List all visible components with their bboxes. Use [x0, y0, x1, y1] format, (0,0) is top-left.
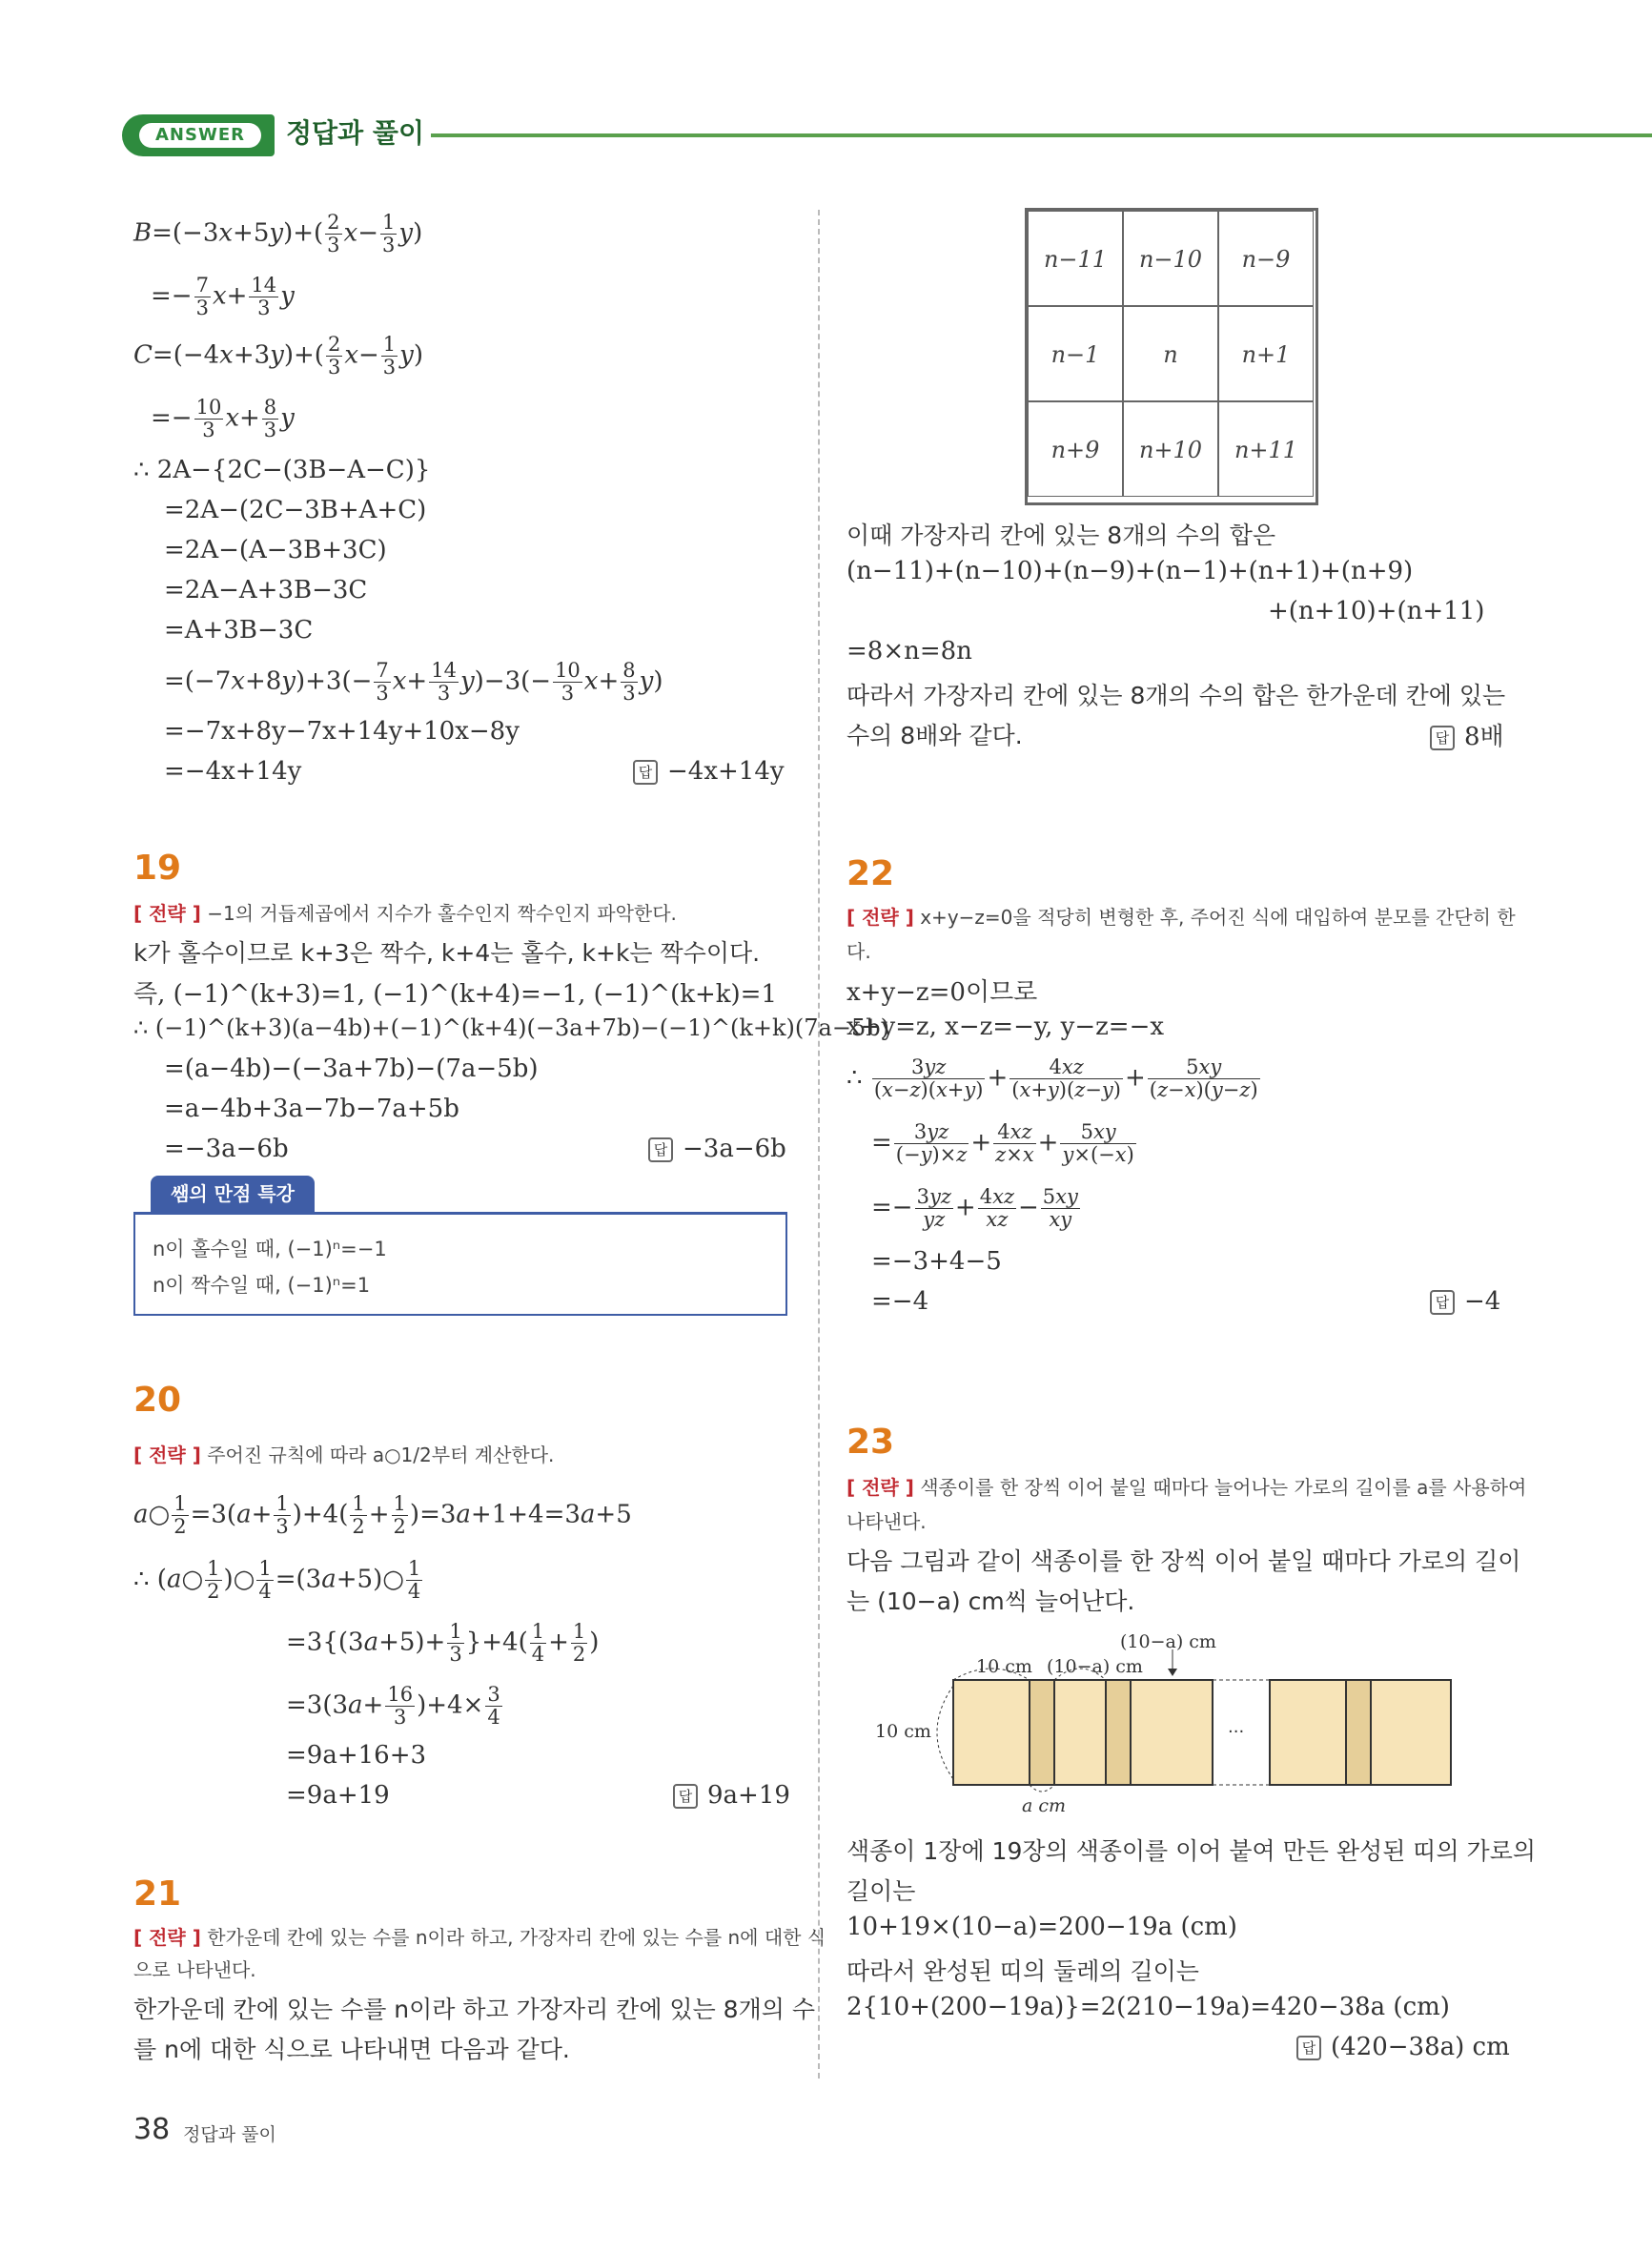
p18-answer — [633, 757, 785, 786]
header-rule — [431, 133, 1652, 137]
grid-cell: n−10 — [1123, 211, 1218, 306]
p20-number: 20 — [133, 1381, 182, 1420]
label-bottom: a cm — [1022, 1795, 1067, 1816]
grid-cell: n−9 — [1218, 211, 1314, 306]
p19-strategy-text: −1의 거듭제곱에서 지수가 홀수인지 짝수인지 파악한다. — [207, 902, 677, 925]
tip-box — [133, 1212, 787, 1316]
strategy-label: [ 전략 ] — [133, 902, 201, 925]
p23-strategy-2: 나타낸다. — [846, 1510, 927, 1533]
p23-strategy-text: 색종이를 한 장씩 이어 붙일 때마다 늘어나는 가로의 길이를 a를 사용하여 — [920, 1476, 1527, 1499]
paper-sheet — [1054, 1680, 1106, 1785]
p23-answer — [1296, 2033, 1510, 2061]
label-top: (10−a) cm — [1120, 1631, 1216, 1652]
p18-line-1: B=(−3x+5y)+( $\frac{2}{3}$ x− $\frac{1}{3}$ y) — [133, 211, 423, 256]
p21-line-2: 를 n에 대한 식으로 나타내면 다음과 같다. — [133, 2036, 570, 2063]
p18-line-10: =(−7x+8y)+3(− $\frac{7}{3}$ x+ $\frac{14}{3}$ y)−3(− $\frac{10}{3}$ x+ $\frac{8}{3}$ y) — [164, 659, 663, 705]
answer-icon: 답 — [673, 1784, 698, 1809]
p23-line-4: 길이는 — [846, 1877, 916, 1905]
answer-icon: 답 — [1430, 1290, 1455, 1315]
p21-answer-value: 8배 — [1464, 723, 1504, 751]
p18-line-2: =− $\frac{7}{3}$ x+ $\frac{14}{3}$ y — [151, 274, 295, 319]
strategy-label: [ 전략 ] — [133, 1926, 201, 1949]
p22-number: 22 — [846, 854, 895, 893]
p23-number: 23 — [846, 1423, 895, 1462]
p22-line-4: = $\frac{3yz}{(-y)\times z}$ + $\frac{4xz}{z\times x}$ + $\frac{5xy}{y\times(-x)}$ — [871, 1120, 1134, 1166]
p21-strategy-text: 한가운데 칸에 있는 수를 n이라 하고, 가장자리 칸에 있는 수를 n에 대한 식 — [207, 1926, 826, 1949]
p21-number: 21 — [133, 1874, 182, 1914]
p23-line-2: 는 (10−a) cm씩 늘어난다. — [846, 1587, 1135, 1615]
p21c-line-2: (n−11)+(n−10)+(n−9)+(n−1)+(n+1)+(n+9) — [846, 557, 1414, 585]
p23-answer-value: (420−38a) cm — [1331, 2033, 1510, 2061]
footer-label: 정답과 풀이 — [183, 2124, 276, 2145]
label-10a: (10−a) cm — [1047, 1656, 1143, 1677]
label-10cm: 10 cm — [976, 1656, 1032, 1677]
p18-line-5: ∴ 2A−{2C−(3B−A−C)} — [133, 456, 431, 484]
p19-strategy — [133, 898, 677, 926]
page-number: 38 — [133, 2113, 171, 2146]
p20-answer-value: 9a+19 — [707, 1781, 790, 1810]
p19-line-5: =a−4b+3a−7b−7a+5b — [164, 1095, 459, 1123]
p19-number: 19 — [133, 849, 182, 888]
p18-answer-value: −4x+14y — [667, 757, 785, 786]
paper-strip-figure — [858, 1621, 1468, 1821]
p18-line-7: =2A−(A−3B+3C) — [164, 536, 387, 564]
paper-overlap — [1106, 1680, 1131, 1785]
tip-line-1: n이 홀수일 때, (−1)ⁿ=−1 — [153, 1238, 387, 1260]
grid-cell: n+9 — [1028, 401, 1123, 497]
p22-strategy-1 — [846, 902, 1516, 930]
p22-line-3: ∴ $\frac{3yz}{(x-z)(x+y)}$ + $\frac{4xz}{(x+y)(z-y)}$ + $\frac{5xy}{(z-x)(y-z)}$ — [846, 1055, 1258, 1101]
p22-line-2: x+y=z, x−z=−y, y−z=−x — [846, 1013, 1165, 1041]
strategy-label: [ 전략 ] — [133, 1444, 201, 1466]
arc-side — [937, 1686, 953, 1779]
p20-line-4: =3(3a+ $\frac{16}{3}$ )+4× $\frac{3}{4}$ — [286, 1683, 500, 1729]
arc-overlap — [1030, 1785, 1054, 1792]
answer-icon: 답 — [648, 1137, 673, 1162]
p21-line-1: 한가운데 칸에 있는 수를 n이라 하고 가장자리 칸에 있는 8개의 수 — [133, 1996, 815, 2023]
paper-sheets — [953, 1680, 1451, 1785]
p22-line-7: =−4 — [871, 1287, 929, 1316]
p20-answer — [673, 1781, 790, 1810]
p22-strategy-2: 다. — [846, 940, 871, 963]
grid-cell: n+1 — [1218, 306, 1314, 401]
p20-strategy-text: 주어진 규칙에 따라 a○1/2부터 계산한다. — [207, 1444, 555, 1466]
p23-line-5: 10+19×(10−a)=200−19a (cm) — [846, 1913, 1237, 1941]
p19-line-2: 즉, (−1)^(k+3)=1, (−1)^(k+4)=−1, (−1)^(k+k)=1 — [133, 980, 777, 1009]
p23-strategy-1 — [846, 1472, 1526, 1500]
tip-title: 쌤의 만점 특강 — [151, 1176, 315, 1212]
p20-line-3: =3{(3a+5)+ $\frac{1}{3}$ }+4( $\frac{1}{4}$ + $\frac{1}{2}$ ) — [286, 1620, 600, 1666]
p18-line-3: C=(−4x+3y)+( $\frac{2}{3}$ x− $\frac{1}{3}$ y) — [133, 333, 424, 379]
p18-line-9: =A+3B−3C — [164, 616, 314, 645]
header-title: 정답과 풀이 — [286, 117, 424, 149]
p20-strategy — [133, 1440, 554, 1467]
p20-line-6: =9a+19 — [286, 1781, 390, 1810]
answer-icon: 답 — [1296, 2036, 1321, 2060]
number-grid — [1025, 208, 1318, 505]
p22-line-5: =− $\frac{3yz}{yz}$ + $\frac{4xz}{xz}$ − $\frac{5xy}{xy}$ — [871, 1185, 1078, 1231]
p18-line-11: =−7x+8y−7x+14y+10x−8y — [164, 717, 520, 746]
p19-answer — [648, 1135, 786, 1163]
paper-sheet — [1270, 1680, 1346, 1785]
strategy-label: [ 전략 ] — [846, 1476, 914, 1499]
p21c-line-3: +(n+10)+(n+11) — [1268, 597, 1485, 625]
p22-line-6: =−3+4−5 — [871, 1247, 1002, 1276]
grid-cell: n−1 — [1028, 306, 1123, 401]
paper-overlap — [1346, 1680, 1371, 1785]
paper-sheet — [953, 1680, 1030, 1785]
answer-badge — [122, 114, 275, 156]
p18-line-12: =−4x+14y — [164, 757, 302, 786]
p20-line-5: =9a+16+3 — [286, 1741, 427, 1770]
p18-line-8: =2A−A+3B−3C — [164, 576, 368, 604]
answer-icon: 답 — [633, 760, 658, 785]
p19-line-1: k가 홀수이므로 k+3은 짝수, k+4는 홀수, k+k는 짝수이다. — [133, 939, 761, 967]
p20-line-1: a○ $\frac{1}{2}$ =3(a+ $\frac{1}{3}$ )+4( $\frac{1}{2}$ + $\frac{1}{2}$ )=3a+1+4=3a+5 — [133, 1492, 632, 1538]
p22-answer-value: −4 — [1464, 1287, 1501, 1316]
paper-overlap — [1030, 1680, 1054, 1785]
p21-strategy-2: 으로 나타낸다. — [133, 1958, 256, 1981]
p19-line-3: ∴ (−1)^(k+3)(a−4b)+(−1)^(k+4)(−3a+7b)−(−1)^(k+k)(7a−5b) — [133, 1014, 889, 1041]
p21c-line-5: 따라서 가장자리 칸에 있는 8개의 수의 합은 한가운데 칸에 있는 — [846, 682, 1506, 709]
paper-sheet — [1371, 1680, 1451, 1785]
p22-line-1: x+y−z=0이므로 — [846, 978, 1038, 1007]
strategy-label: [ 전략 ] — [846, 906, 914, 929]
tip-line-2: n이 짝수일 때, (−1)ⁿ=1 — [153, 1274, 371, 1297]
grid-cell: n+11 — [1218, 401, 1314, 497]
p21-strategy-1 — [133, 1922, 826, 1950]
p23-line-7: 2{10+(200−19a)}=2(210−19a)=420−38a (cm) — [846, 1993, 1450, 2021]
p19-line-4: =(a−4b)−(−3a+7b)−(7a−5b) — [164, 1055, 539, 1083]
grid-cell: n+10 — [1123, 401, 1218, 497]
p23-line-6: 따라서 완성된 띠의 둘레의 길이는 — [846, 1957, 1199, 1985]
p19-answer-value: −3a−6b — [683, 1135, 786, 1163]
figure-ellipsis: ··· — [1228, 1722, 1245, 1742]
p20-line-2: ∴ (a○ $\frac{1}{2}$ )○ $\frac{1}{4}$ =(3a+5)○ $\frac{1}{4}$ — [133, 1557, 421, 1603]
p23-line-1: 다음 그림과 같이 색종이를 한 장씩 이어 붙일 때마다 가로의 길이 — [846, 1547, 1521, 1575]
label-side: 10 cm — [875, 1721, 931, 1742]
p19-line-6: =−3a−6b — [164, 1135, 289, 1163]
p21c-line-6: 수의 8배와 같다. — [846, 722, 1023, 749]
p22-strategy-text: x+y−z=0을 적당히 변형한 후, 주어진 식에 대입하여 분모를 간단히 한 — [920, 906, 1516, 929]
p18-line-6: =2A−(2C−3B+A+C) — [164, 496, 427, 524]
grid-cell: n — [1123, 306, 1218, 401]
p21-answer — [1430, 717, 1504, 752]
p21c-line-1: 이때 가장자리 칸에 있는 8개의 수의 합은 — [846, 522, 1275, 549]
answer-badge-label: ANSWER — [139, 123, 261, 148]
answer-icon: 답 — [1430, 726, 1455, 750]
p23-line-3: 색종이 1장에 19장의 색종이를 이어 붙여 만든 완성된 띠의 가로의 — [846, 1837, 1536, 1865]
p21c-line-4: =8×n=8n — [846, 637, 972, 666]
paper-sheet — [1131, 1680, 1213, 1785]
p22-answer — [1430, 1287, 1500, 1316]
column-divider — [818, 210, 820, 2079]
p18-line-4: =− $\frac{10}{3}$ x+ $\frac{8}{3}$ y — [151, 396, 295, 441]
pointer-arrow — [1168, 1669, 1177, 1676]
grid-cell: n−11 — [1028, 211, 1123, 306]
